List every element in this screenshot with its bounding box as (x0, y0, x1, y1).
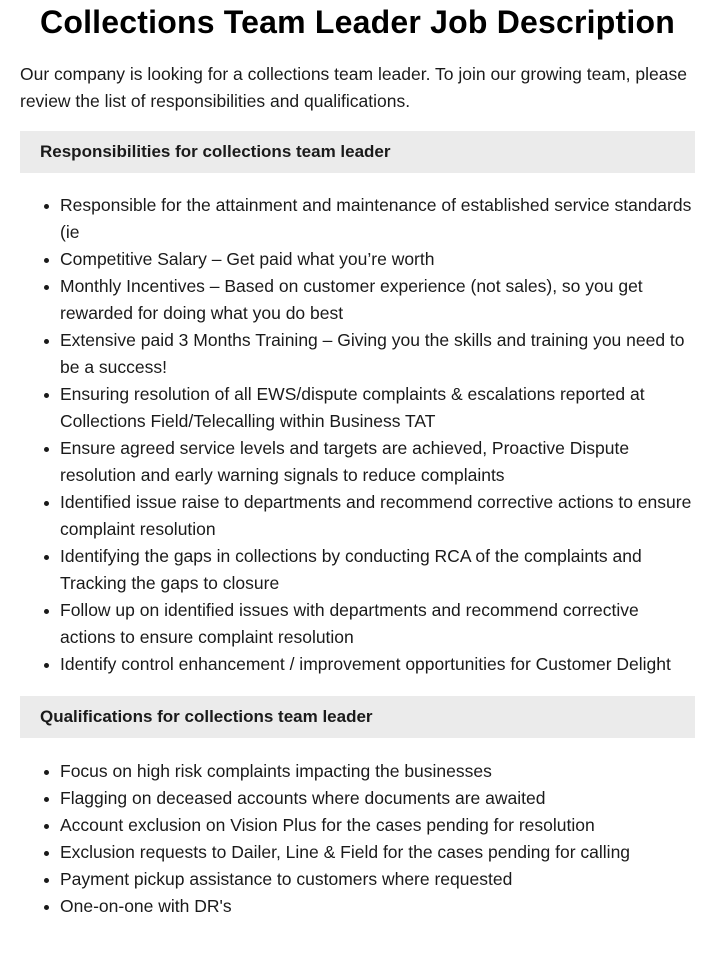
responsibility-item: Identifying the gaps in collections by conducting RCA of the complaints and Tracking the gaps to closure (60, 543, 695, 597)
qualifications-heading: Qualifications for collections team leader (40, 707, 373, 726)
qualification-item: Focus on high risk complaints impacting the businesses (60, 758, 695, 785)
qualification-item: Account exclusion on Vision Plus for the cases pending for resolution (60, 812, 695, 839)
responsibility-item: Ensure agreed service levels and targets are achieved, Proactive Dispute resolution and early warning signals to reduce complaints (60, 435, 695, 489)
responsibility-item: Ensuring resolution of all EWS/dispute complaints & escalations reported at Collections Field/Telecalling within Business TAT (60, 381, 695, 435)
responsibilities-section-header (20, 131, 695, 173)
responsibilities-list (20, 192, 695, 678)
responsibility-item: Competitive Salary – Get paid what you’re worth (60, 246, 695, 273)
qualification-item: Flagging on deceased accounts where documents are awaited (60, 785, 695, 812)
qualification-item: Exclusion requests to Dailer, Line & Field for the cases pending for calling (60, 839, 695, 866)
qualifications-section-header (20, 696, 695, 738)
qualification-item: One-on-one with DR's (60, 893, 695, 920)
page-title: Collections Team Leader Job Description (40, 4, 675, 40)
responsibilities-heading: Responsibilities for collections team leader (40, 142, 391, 161)
responsibility-item: Monthly Incentives – Based on customer experience (not sales), so you get rewarded for doing what you do best (60, 273, 695, 327)
responsibility-item: Responsible for the attainment and maintenance of established service standards (ie (60, 192, 695, 246)
responsibility-item: Follow up on identified issues with departments and recommend corrective actions to ensure complaint resolution (60, 597, 695, 651)
responsibility-item: Identified issue raise to departments and recommend corrective actions to ensure complaint resolution (60, 489, 695, 543)
qualification-item: Payment pickup assistance to customers where requested (60, 866, 695, 893)
intro-paragraph: Our company is looking for a collections team leader. To join our growing team, please review the list of responsibilities and qualifications. (20, 64, 687, 111)
qualifications-list (20, 758, 695, 920)
responsibility-item: Identify control enhancement / improvement opportunities for Customer Delight (60, 651, 695, 678)
responsibility-item: Extensive paid 3 Months Training – Giving you the skills and training you need to be a success! (60, 327, 695, 381)
